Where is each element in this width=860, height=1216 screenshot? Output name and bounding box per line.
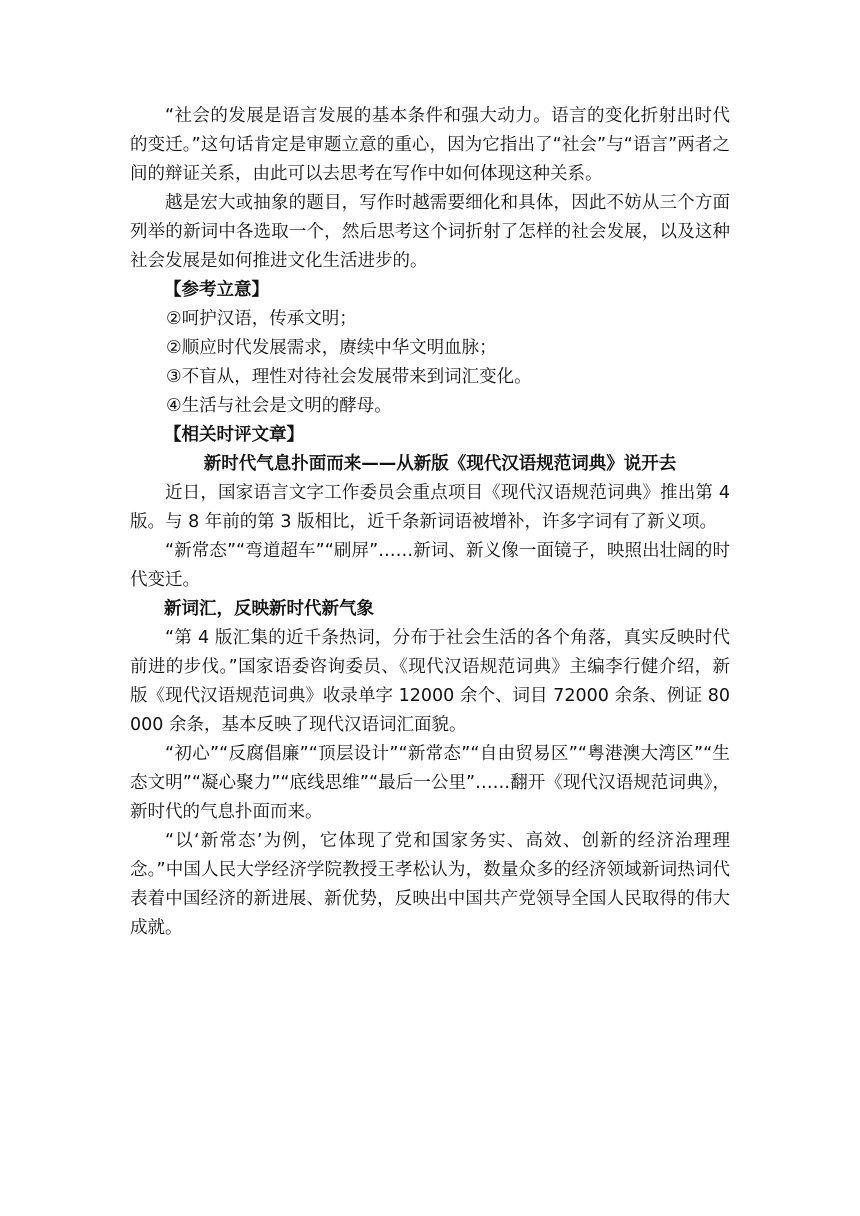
related-heading: 【相关时评文章】: [164, 425, 304, 445]
intro-paragraph-2: 越是宏大或抽象的题目，写作时越需要细化和具体，因此不妨从三个方面列举的新词中各选取一个，然后思考这个词折射了怎样的社会发展，以及这种社会发展是如何推进文化生活进步的。: [130, 193, 730, 271]
reference-item-4: ④生活与社会是文明的酵母。: [166, 396, 392, 416]
reference-item-3: ③不盲从，理性对待社会发展带来到词汇变化。: [166, 367, 532, 387]
article-title: 新时代气息扑面而来——从新版《现代汉语规范词典》说开去: [203, 454, 677, 474]
reference-heading: 【参考立意】: [164, 280, 269, 300]
article-paragraph-4: “初心”“反腐倡廉”“顶层设计”“新常态”“自由贸易区”“粤港澳大湾区”“生态文明”“凝心聚力”“底线思维”“最后一公里”……翻开《现代汉语规范词典》，新时代的气息扑面而来。: [130, 744, 730, 822]
intro-paragraph-1: “社会的发展是语言发展的基本条件和强大动力。语言的变化折射出时代的变迁。”这句话肯定是审题立意的重心，因为它指出了“社会”与“语言”两者之间的辩证关系，由此可以去思考在写作中如何体现这种关系。: [130, 106, 730, 184]
article-paragraph-3: “第 4 版汇集的近千条热词，分布于社会生活的各个角落，真实反映时代前进的步伐。”国家语委咨询委员、《现代汉语规范词典》主编李行健介绍，新版《现代汉语规范词典》收录单字 12000 余个、词目 72000 余条、例证 80000 余条，基本反映了现代汉语词汇面貌。: [130, 628, 730, 735]
article-subheading: 新词汇，反映新时代新气象: [164, 599, 374, 619]
reference-item-2: ②顺应时代发展需求，赓续中华文明血脉；: [166, 338, 497, 358]
article-paragraph-1: 近日，国家语言文字工作委员会重点项目《现代汉语规范词典》推出第 4 版。与 8 年前的第 3 版相比，近千条新词语被增补，许多字词有了新义项。: [130, 483, 730, 532]
document-page: [130, 102, 730, 943]
reference-item-1: ②呵护汉语，传承文明；: [166, 309, 357, 329]
article-paragraph-2: “新常态”“弯道超车”“刷屏”……新词、新义像一面镜子，映照出壮阔的时代变迁。: [130, 541, 730, 590]
article-paragraph-5: “以‘新常态’为例，它体现了党和国家务实、高效、创新的经济治理理念。”中国人民大学经济学院教授王孝松认为，数量众多的经济领域新词热词代表着中国经济的新进展、新优势，反映出中国共产党领导全国人民取得的伟大成就。: [130, 831, 730, 938]
